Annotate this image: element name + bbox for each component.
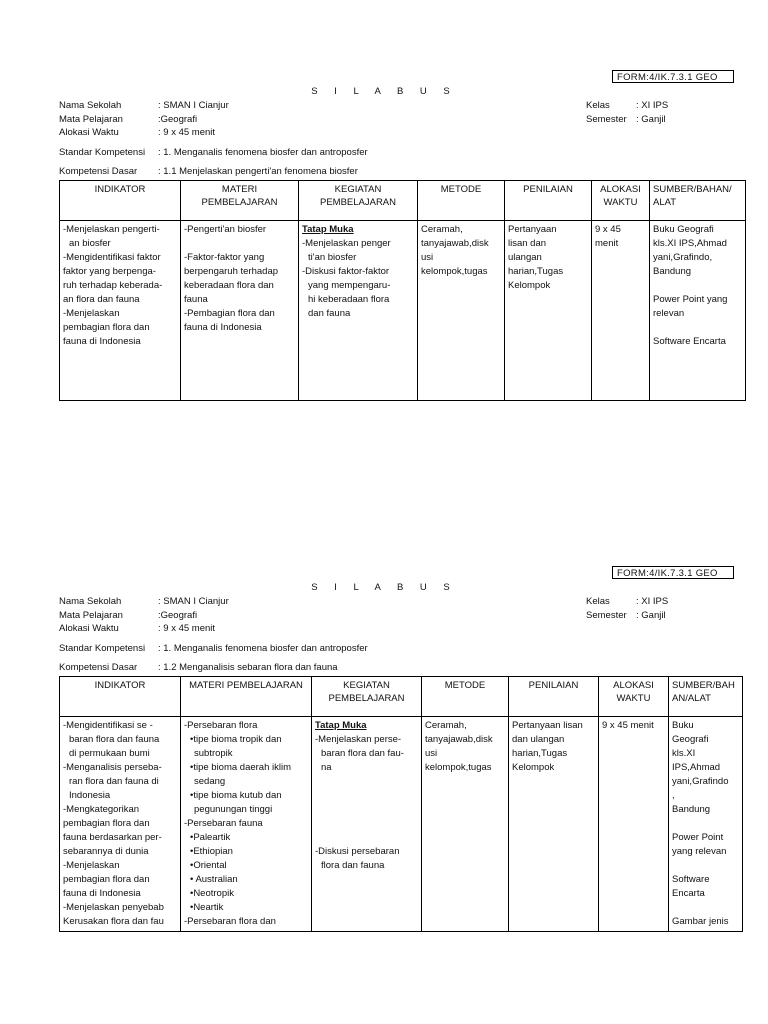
cell-kegiatan [312,717,422,932]
header-metode: METODE [422,677,509,717]
text-line: subtropik [194,748,233,759]
kelas-value: : XI IPS [636,596,669,607]
text-line: Pertanyaan lisan [512,720,583,731]
text-line: -Mengidentifikasi faktor [63,252,161,263]
text-line: IPS,Ahmad [672,762,721,773]
text-line: flora dan fauna [321,860,385,871]
text-line: 9 x 45 [595,224,621,235]
text-line: -Pembagian flora dan [184,308,275,319]
header-penilaian: PENILAIAN [509,677,599,717]
text-line: Software [672,874,710,885]
text-line: , [672,790,675,801]
kelas-label: Kelas [586,596,610,607]
text-line: -Menganalisis perseba- [63,762,162,773]
kompetensi-dasar-label: Kompetensi Dasar [59,166,138,177]
text-line: faktor yang berpenga- [63,266,156,277]
text-line: Ceramah, [421,224,463,235]
text-line: 9 x 45 menit [602,720,654,731]
text-line: Geografi [672,734,709,745]
text-line: •Oriental [190,860,227,871]
text-line: Buku [672,720,694,731]
text-line: baran flora dan fauna [69,734,160,745]
text-line: kls.XI [672,748,696,759]
text-line: •tipe bioma daerah iklim [190,762,292,773]
text-line: sedang [194,776,226,787]
text-line: usi [421,252,434,263]
text-line: harian,Tugas [512,748,568,759]
text-line: tanyajawab,disk [421,238,489,249]
text-line: Encarta [672,888,705,899]
text-line: Bandung [672,804,711,815]
alokasi-waktu-label: Alokasi Waktu [59,127,119,138]
text-line: berpengaruh terhadap [184,266,279,277]
text-line: fauna di Indonesia [63,336,141,347]
text-line: -Faktor-faktor yang [184,252,265,263]
text-line: •tipe bioma kutub dan [190,790,282,801]
form-code: FORM:4/IK.7.3.1 GEO [612,566,734,579]
cell-indikator [60,221,181,401]
text-line: ti'an biosfer [308,252,357,263]
text-line: kelompok,tugas [421,266,488,277]
header-alokasi: ALOKASI WAKTU [592,181,650,221]
alokasi-waktu-label: Alokasi Waktu [59,623,119,634]
text-line: Bandung [653,266,692,277]
syllabus-table [59,676,743,932]
text-line: -Menjelaskan perse- [315,734,402,745]
text-line: -Diskusi faktor-faktor [302,266,390,277]
standar-kompetensi-value: : 1. Menganalis fenomena biosfer dan antroposfer [158,643,368,654]
syllabus-title: S I L A B U S [311,86,457,97]
cell-sumber [669,717,743,932]
text-line: yani,Grafindo [672,776,729,787]
form-code: FORM:4/IK.7.3.1 GEO [612,70,734,83]
header-penilaian: PENILAIAN [505,181,592,221]
text-line: Software Encarta [653,336,726,347]
text-line: lisan dan [508,238,547,249]
kelas-value: : XI IPS [636,100,669,111]
cell-indikator [60,717,181,932]
text-line: di permukaan bumi [69,748,150,759]
text-line: yani,Grafindo, [653,252,713,263]
table-row [60,717,743,932]
text-line: -Pengerti'an biosfer [184,224,267,235]
cell-penilaian [509,717,599,932]
text-line: fauna berdasarkan per- [63,832,162,843]
kegiatan-heading: Tatap Muka [315,720,367,731]
kegiatan-heading: Tatap Muka [302,224,354,235]
header-indikator: INDIKATOR [60,677,181,717]
text-line: sebarannya di dunia [63,846,149,857]
text-line: Ceramah, [425,720,467,731]
header-sumber: SUMBER/BAH AN/ALAT [669,677,743,717]
syllabus-title: S I L A B U S [311,582,457,593]
text-line: na [321,762,332,773]
header-kegiatan: KEGIATAN PEMBELAJARAN [299,181,418,221]
text-line: -Mengkategorikan [63,804,140,815]
header-materi: MATERI PEMBELAJARAN [181,181,299,221]
text-line: -Menjelaskan pengerti- [63,224,160,235]
kompetensi-dasar-value: : 1.1 Menjelaskan pengerti'an fenomena biosfer [158,166,358,177]
alokasi-waktu-value: : 9 x 45 menit [158,127,216,138]
standar-kompetensi-value: : 1. Menganalis fenomena biosfer dan antroposfer [158,147,368,158]
text-line: baran flora dan fau- [321,748,404,759]
text-line: relevan [653,308,685,319]
semester-label: Semester [586,114,627,125]
text-line: • Australian [190,874,238,885]
kompetensi-dasar-value: : 1.2 Menganalisis sebaran flora dan fauna [158,662,338,673]
text-line: -Menjelaskan penger [302,238,391,249]
text-line: Kerusakan flora dan fau [63,916,164,927]
text-line: pembagian flora dan [63,322,150,333]
nama-sekolah-label: Nama Sekolah [59,100,122,111]
nama-sekolah-value: : SMAN I Cianjur [158,100,229,111]
standar-kompetensi-label: Standar Kompetensi [59,643,146,654]
text-line: harian,Tugas [508,266,564,277]
text-line: •Ethiopian [190,846,233,857]
nama-sekolah-label: Nama Sekolah [59,596,122,607]
cell-penilaian [505,221,592,401]
text-line: -Menjelaskan [63,860,120,871]
header-sumber: SUMBER/BAHAN/ ALAT [650,181,746,221]
text-line: menit [595,238,619,249]
semester-label: Semester [586,610,627,621]
text-line: Pertanyaan [508,224,557,235]
text-line: fauna di Indonesia [184,322,262,333]
text-line: Indonesia [69,790,111,801]
text-line: Kelompok [512,762,555,773]
syllabus-table [59,180,746,401]
mata-pelajaran-value: :Geografi [158,114,198,125]
text-line: Power Point yang [653,294,728,305]
cell-metode [422,717,509,932]
text-line: kls.XI IPS,Ahmad [653,238,727,249]
mata-pelajaran-value: :Geografi [158,610,198,621]
semester-value: : Ganjil [636,610,666,621]
cell-alokasi [599,717,669,932]
text-line: usi [425,748,438,759]
cell-sumber [650,221,746,401]
cell-materi [181,717,312,932]
text-line: •Neotropik [190,888,234,899]
text-line: fauna di Indonesia [63,888,141,899]
text-line: Buku Geografi [653,224,714,235]
text-line: •tipe bioma tropik dan [190,734,282,745]
text-line: fauna [184,294,208,305]
text-line: dan ulangan [512,734,565,745]
text-line: kelompok,tugas [425,762,492,773]
mata-pelajaran-label: Mata Pelajaran [59,114,123,125]
cell-alokasi [592,221,650,401]
semester-value: : Ganjil [636,114,666,125]
text-line: Power Point [672,832,724,843]
text-line: pegunungan tinggi [194,804,273,815]
text-line: -Menjelaskan penyebab [63,902,164,913]
cell-metode [418,221,505,401]
text-line: ran flora dan fauna di [69,776,159,787]
kompetensi-dasar-label: Kompetensi Dasar [59,662,138,673]
table-row [60,221,746,401]
text-line: an biosfer [69,238,111,249]
nama-sekolah-value: : SMAN I Cianjur [158,596,229,607]
header-kegiatan: KEGIATAN PEMBELAJARAN [312,677,422,717]
text-line: yang relevan [672,846,727,857]
mata-pelajaran-label: Mata Pelajaran [59,610,123,621]
text-line: tanyajawab,disk [425,734,493,745]
text-line: •Neartik [190,902,224,913]
text-line: -Mengidentifikasi se - [63,720,153,731]
header-materi: MATERI PEMBELAJARAN [181,677,312,717]
header-alokasi: ALOKASI WAKTU [599,677,669,717]
cell-materi [181,221,299,401]
text-line: Kelompok [508,280,551,291]
text-line: hi keberadaan flora [308,294,390,305]
cell-kegiatan [299,221,418,401]
text-line: pembagian flora dan [63,874,150,885]
text-line: Gambar jenis [672,916,729,927]
standar-kompetensi-label: Standar Kompetensi [59,147,146,158]
table-header-row [60,181,746,221]
table-header-row [60,677,743,717]
text-line: ruh terhadap keberada- [63,280,163,291]
kelas-label: Kelas [586,100,610,111]
header-indikator: INDIKATOR [60,181,181,221]
text-line: dan fauna [308,308,351,319]
text-line: an flora dan fauna [63,294,140,305]
text-line: -Persebaran fauna [184,818,263,829]
text-line: yang mempengaru- [308,280,391,291]
alokasi-waktu-value: : 9 x 45 menit [158,623,216,634]
text-line: keberadaan flora dan [184,280,274,291]
text-line: -Menjelaskan [63,308,120,319]
text-line: -Persebaran flora [184,720,258,731]
text-line: pembagian flora dan [63,818,150,829]
text-line: -Diskusi persebaran [315,846,400,857]
text-line: -Persebaran flora dan [184,916,276,927]
header-metode: METODE [418,181,505,221]
text-line: ulangan [508,252,542,263]
text-line: •Paleartik [190,832,231,843]
